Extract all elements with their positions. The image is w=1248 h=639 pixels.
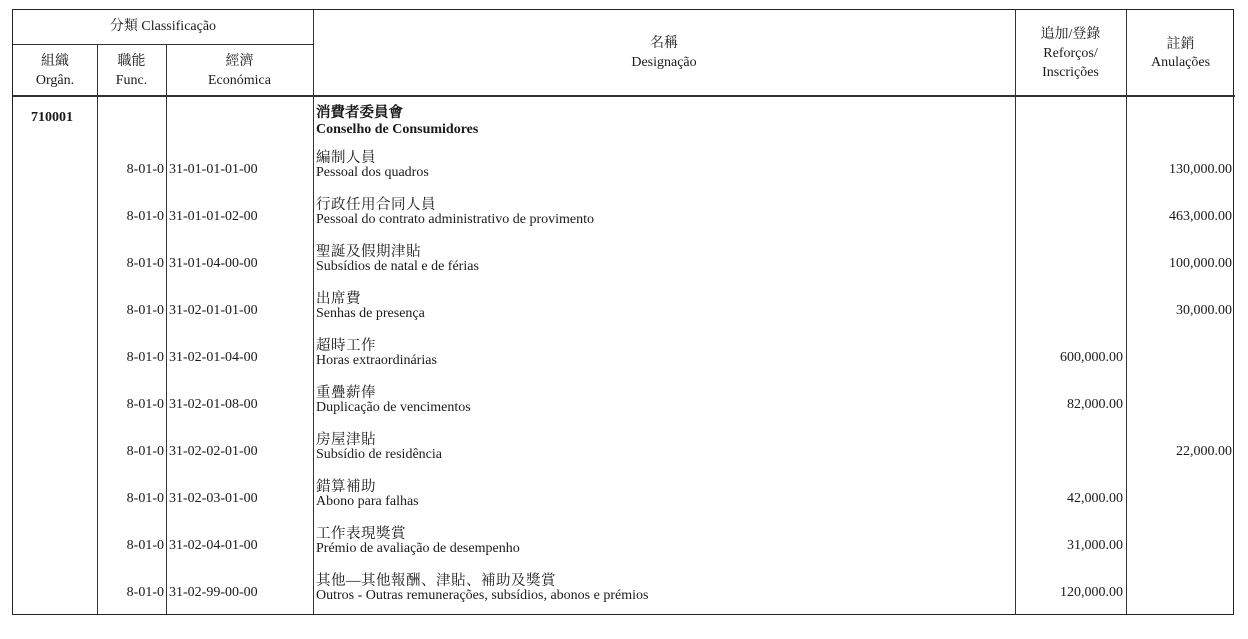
func-code: 8-01-0 — [126, 303, 164, 318]
item-name-zh: 工作表現獎賞 — [316, 526, 406, 542]
item-name-pt: Prémio de avaliação de desempenho — [316, 541, 520, 556]
organ-header-zh: 組織 — [41, 54, 69, 69]
econ-code: 31-02-03-01-00 — [169, 491, 258, 506]
item-name-zh: 編制人員 — [316, 150, 376, 166]
econ-header-zh: 經濟 — [225, 54, 254, 69]
table-row — [13, 286, 1235, 333]
anulacao-amount: 30,000.00 — [1176, 303, 1232, 318]
func-code: 8-01-0 — [126, 162, 164, 177]
item-name-pt: Pessoal dos quadros — [316, 165, 429, 180]
item-name-zh: 行政任用合同人員 — [316, 197, 436, 213]
item-name-pt: Senhas de presença — [316, 306, 425, 321]
econ-code: 31-02-04-01-00 — [169, 538, 258, 553]
econ-code: 31-02-01-04-00 — [169, 350, 258, 365]
reforco-amount: 31,000.00 — [1067, 538, 1123, 553]
func-code: 8-01-0 — [126, 256, 164, 271]
item-name-zh: 出席費 — [316, 291, 361, 307]
item-name-pt: Abono para falhas — [316, 494, 419, 509]
anulacao-amount: 22,000.00 — [1176, 444, 1232, 459]
func-code: 8-01-0 — [126, 350, 164, 365]
table-row — [13, 145, 1235, 192]
func-code: 8-01-0 — [126, 209, 164, 224]
item-name-zh: 錯算補助 — [316, 479, 376, 495]
func-header-zh: 職能 — [117, 54, 146, 69]
econ-code: 31-01-01-01-00 — [169, 162, 258, 177]
econ-code: 31-02-01-08-00 — [169, 397, 258, 412]
reforco-amount: 82,000.00 — [1067, 397, 1123, 412]
header-subdivider — [13, 44, 313, 45]
table-row — [13, 427, 1235, 474]
designacao-header-pt: Designação — [631, 55, 697, 70]
item-name-pt: Subsídio de residência — [316, 447, 442, 462]
entity-name-pt: Conselho de Consumidores — [316, 122, 479, 137]
item-name-pt: Pessoal do contrato administrativo de provimento — [316, 212, 595, 227]
anulacoes-header-pt: Anulações — [1150, 55, 1211, 70]
econ-code: 31-01-01-02-00 — [169, 209, 258, 224]
table-row — [13, 521, 1235, 568]
item-name-pt: Duplicação de vencimentos — [316, 400, 471, 415]
econ-header-pt: Económica — [208, 73, 271, 88]
budget-table — [12, 9, 1234, 615]
econ-code: 31-02-02-01-00 — [169, 444, 258, 459]
func-code: 8-01-0 — [126, 538, 164, 553]
item-name-zh: 其他—其他報酬、津貼、補助及獎賞 — [316, 573, 556, 589]
item-name-pt: Outros - Outras remunerações, subsídios, abonos e prémios — [316, 588, 649, 603]
inscricoes-header-pt: Inscrições — [1042, 65, 1099, 80]
table-row — [13, 333, 1235, 380]
reforco-amount: 600,000.00 — [1060, 350, 1123, 365]
classificacao-header: 分類 Classificação — [109, 19, 217, 34]
reforcos-header-zh: 追加/登錄 — [1040, 27, 1101, 42]
table-row — [13, 380, 1235, 427]
func-code: 8-01-0 — [126, 397, 164, 412]
econ-code: 31-02-01-01-00 — [169, 303, 258, 318]
table-row — [13, 474, 1235, 521]
designacao-header-zh: 名稱 — [650, 36, 678, 51]
item-name-zh: 聖誕及假期津貼 — [316, 244, 421, 260]
reforco-amount: 120,000.00 — [1060, 585, 1123, 600]
reforcos-header-pt: Reforços/ — [1043, 46, 1098, 61]
econ-code: 31-01-04-00-00 — [169, 256, 258, 271]
func-code: 8-01-0 — [126, 491, 164, 506]
anulacao-amount: 130,000.00 — [1169, 162, 1232, 177]
table-row — [13, 192, 1235, 239]
func-code: 8-01-0 — [126, 585, 164, 600]
table-row — [13, 239, 1235, 286]
anulacao-amount: 100,000.00 — [1169, 256, 1232, 271]
entity-name-zh: 消費者委員會 — [316, 105, 403, 121]
organ-code: 710001 — [31, 110, 73, 125]
item-name-zh: 超時工作 — [316, 338, 376, 354]
item-name-pt: Horas extraordinárias — [316, 353, 437, 368]
anulacoes-header-zh: 註銷 — [1166, 37, 1195, 52]
header-bottom-rule — [13, 95, 1235, 97]
item-name-pt: Subsídios de natal e de férias — [316, 259, 479, 274]
item-name-zh: 重疊薪俸 — [316, 385, 376, 401]
anulacao-amount: 463,000.00 — [1169, 209, 1232, 224]
func-code: 8-01-0 — [126, 444, 164, 459]
func-header-pt: Func. — [115, 73, 148, 88]
organ-header-pt: Orgân. — [35, 73, 75, 88]
econ-code: 31-02-99-00-00 — [169, 585, 258, 600]
table-row — [13, 568, 1235, 615]
item-name-zh: 房屋津貼 — [316, 432, 376, 448]
reforco-amount: 42,000.00 — [1067, 491, 1123, 506]
